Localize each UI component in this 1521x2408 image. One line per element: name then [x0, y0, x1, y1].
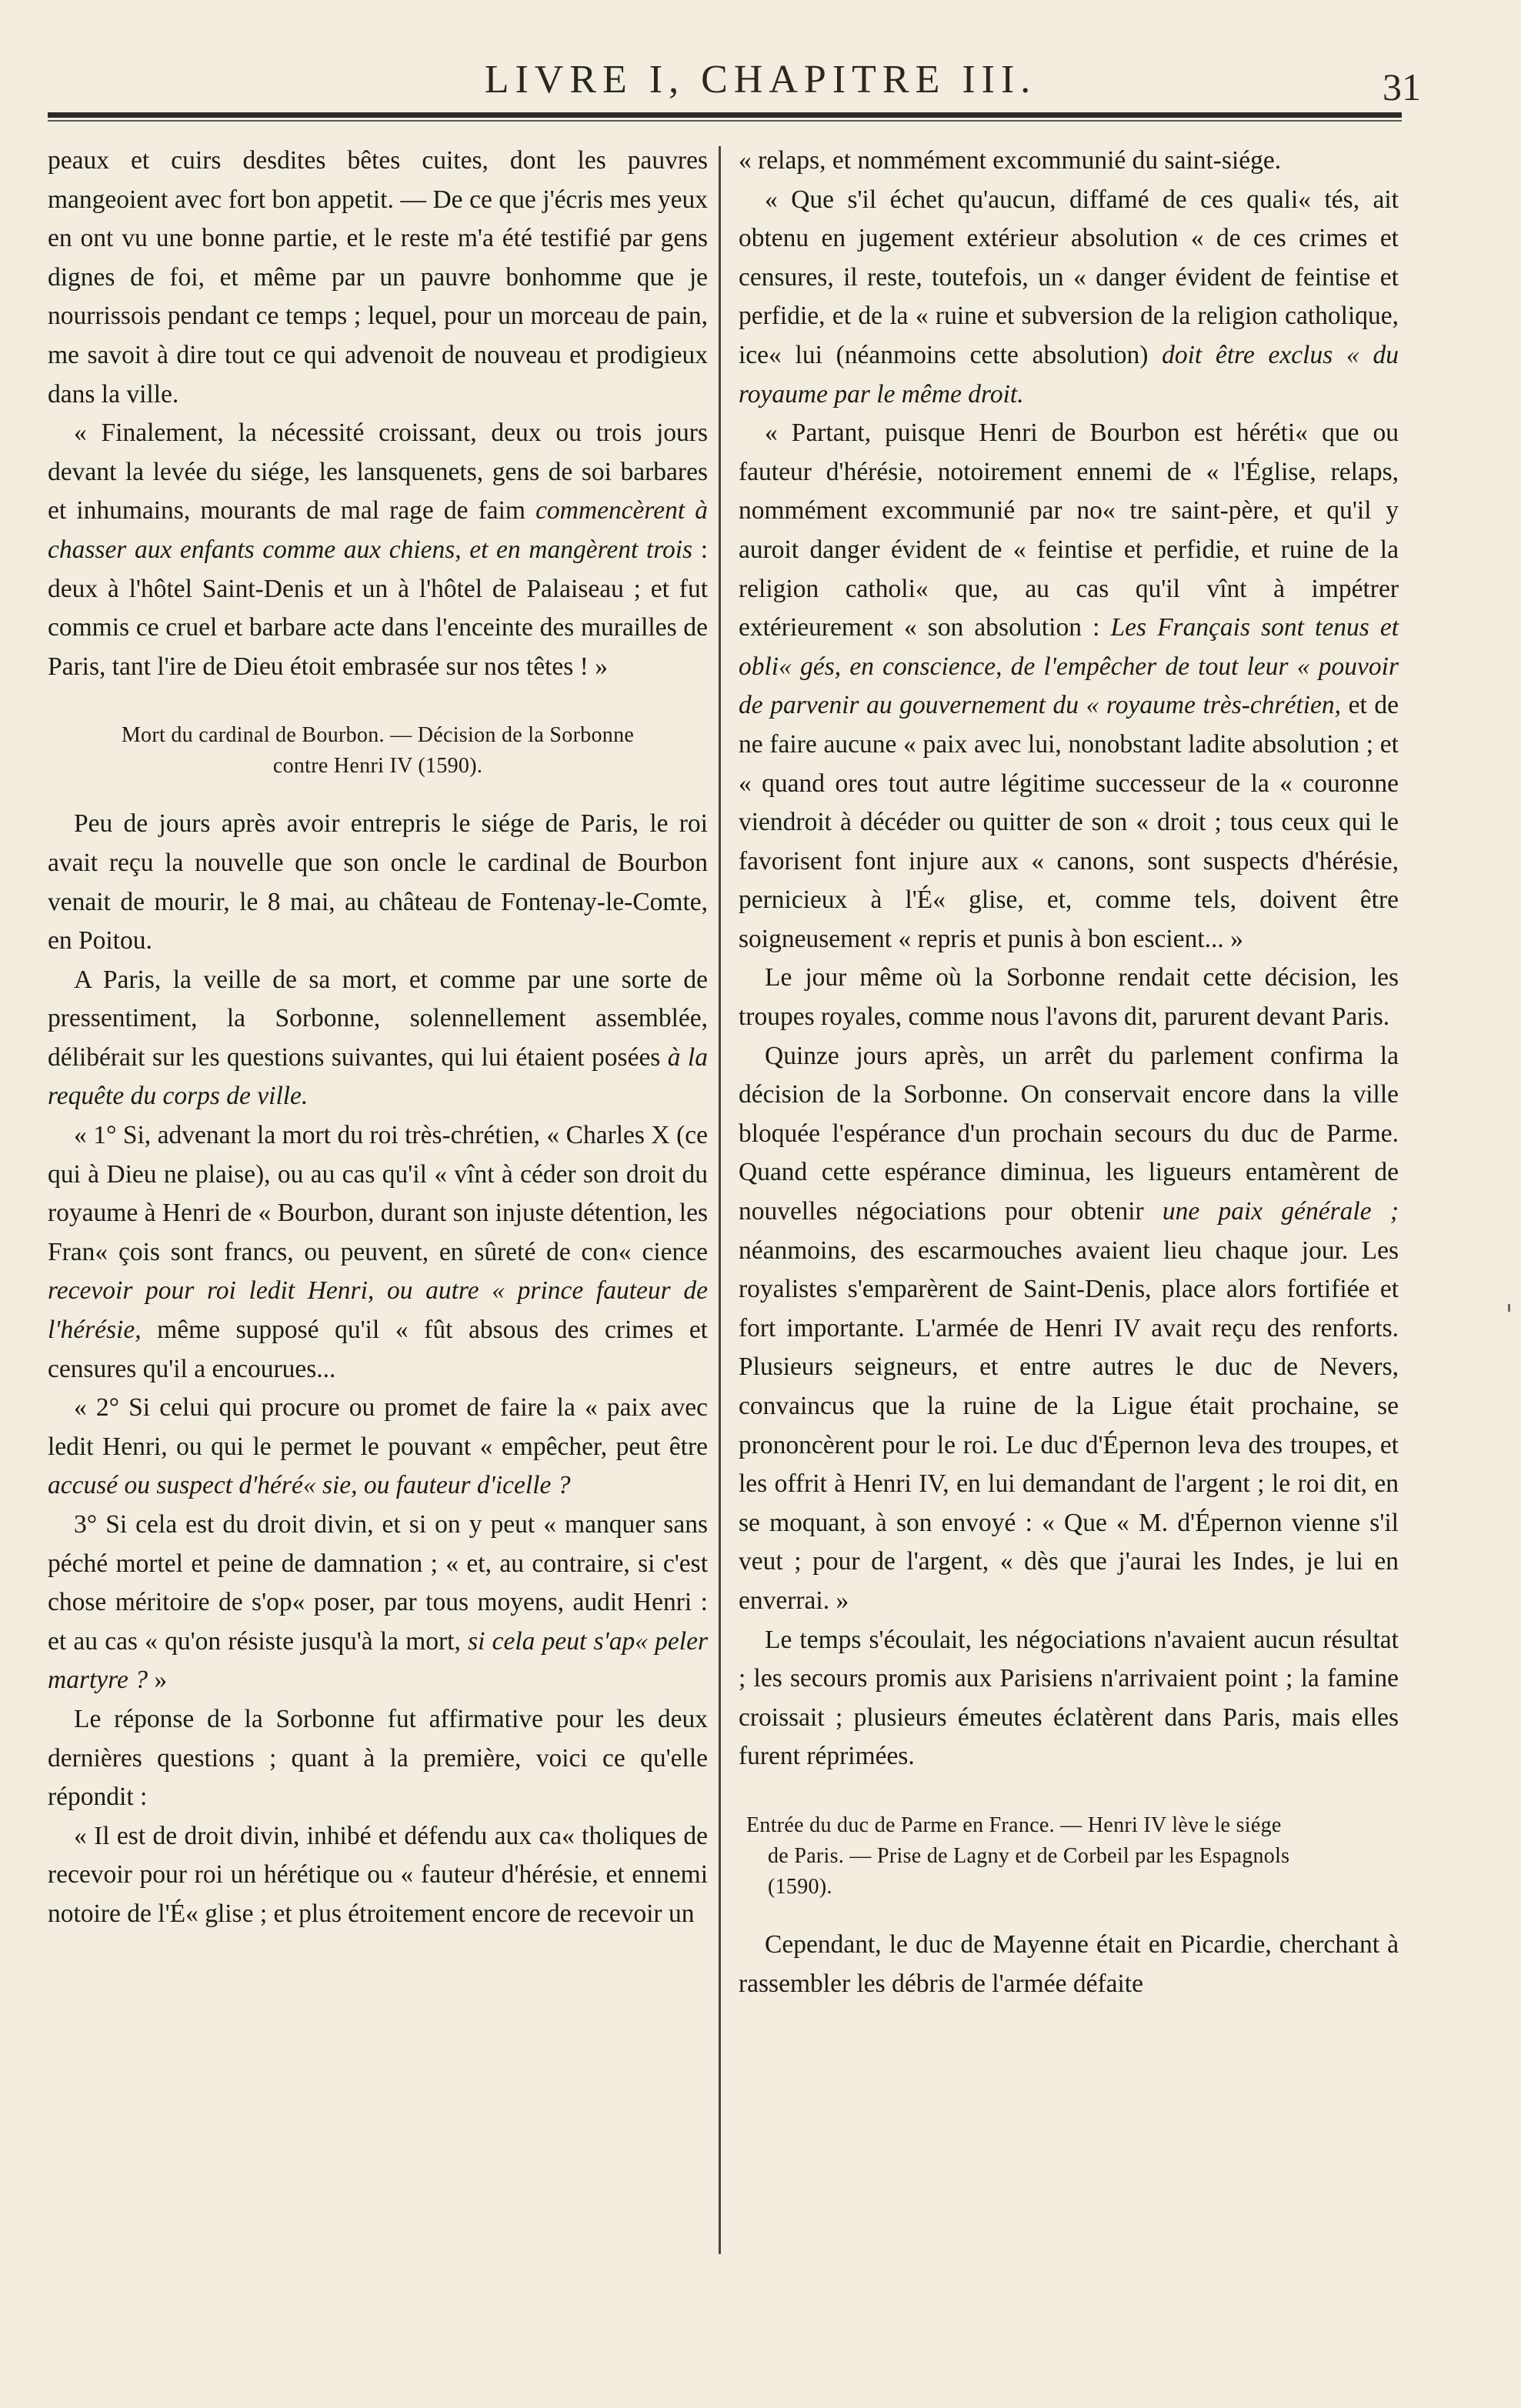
margin-mark	[1508, 1304, 1510, 1312]
header-rule	[48, 112, 1402, 118]
paragraph	[48, 1700, 708, 1817]
paragraph	[739, 181, 1399, 415]
header-rule-thin	[48, 120, 1402, 122]
text: même supposé qu'il « fût absous des crimes et censures qu'il a encourues...	[48, 1316, 708, 1383]
text: A Paris, la veille de sa mort, et comme par une sorte de pressentiment, la Sorbonne, solennellement assemblée, délibérait sur les questions suivantes, qui lui étaient posées	[48, 965, 708, 1072]
text: « relaps, et nommément excommunié du saint-siége.	[739, 146, 1282, 175]
text: 3° Si cela est du droit divin, et si on y peut « manquer sans péché mortel et peine de damnation ; « et, au contraire, si c'est chose méritoire de s'op« poser, par tous moyens, audit Henri : et au cas « qu'on résiste jusqu'à la mort,	[48, 1510, 708, 1656]
italic-text: doit être exclus « du royaume par le même droit.	[739, 340, 1399, 409]
text: Peu de jours après avoir entrepris le siége de Paris, le roi avait reçu la nouvelle que son oncle le cardinal de Bourbon venait de mourir, le 8 mai, au château de Fontenay-le-Comte, en Poitou.	[48, 809, 708, 956]
text: Le temps s'écoulait, les négociations n'avaient aucun résultat ; les secours promis aux Parisiens n'arrivaient point ; la famine croissait ; plusieurs émeutes éclatèrent dans Paris, mais elles furent réprimées.	[739, 1625, 1399, 1771]
italic-text: Les Français sont tenus et obli« gés, en conscience, de l'empêcher de tout leur « pouvoir de parvenir au gouvernement du « royaume très-chrétien,	[739, 613, 1399, 720]
text: néanmoins, des escarmouches avaient lieu chaque jour. Les royalistes s'emparèrent de Saint-Denis, place alors fortifiée et fort importante. L'armée de Henri IV avait reçu des renforts. Plusieurs seigneurs, et entre autres le duc de Nevers, convaincus que la ruine de la Ligue était prochaine, se prononcèrent pour le roi. Le duc d'Épernon leva des troupes, et les offrit à Henri IV, en lui demandant de l'argent ; le roi dit, en se moquant, à son envoyé : « Que « M. d'Épernon vienne s'il veut ; pour de l'argent, « dès que j'aurai les Indes, je lui en enverrai. »	[739, 1236, 1399, 1615]
text: Cependant, le duc de Mayenne était en Picardie, cherchant à rassembler les débris de l'armée défaite	[739, 1929, 1399, 1998]
heading-line: Mort du cardinal de Bourbon. — Décision de la Sorbonne	[121, 723, 635, 748]
column-divider	[719, 146, 721, 2254]
text: : deux à l'hôtel Saint-Denis et un à l'hôtel de Palaiseau ; et fut commis ce cruel et barbare acte dans l'enceinte des murailles de Paris, tant l'ire de Dieu étoit embrasée sur nos têtes ! »	[48, 535, 708, 681]
heading-line: (1590).	[768, 1874, 832, 1899]
text: « Partant, puisque Henri de Bourbon est héréti« que ou fauteur d'hérésie, notoirement ennemi de « l'Église, relaps, nommément excommunié par no« tre saint-père, et qu'il y auroit danger évident de « feintise et perfidie, et ruine de la religion catholi« que, au cas qu'il vînt à impétrer extérieurement « son absolution :	[739, 419, 1399, 642]
paragraph	[48, 1389, 708, 1506]
text: « 2° Si celui qui procure ou promet de faire la « paix avec ledit Henri, ou qui le permet le pouvant « empêcher, peut être	[48, 1393, 708, 1461]
running-head: LIVRE I, CHAPITRE III.	[484, 58, 1037, 102]
italic-text: recevoir pour roi ledit Henri, ou autre « prince fauteur de l'hérésie,	[48, 1276, 708, 1345]
left-column	[48, 142, 708, 1934]
paragraph	[739, 959, 1399, 1036]
text: « Finalement, la nécessité croissant, deux ou trois jours devant la levée du siége, les lansquenets, gens de soi barbares et inhumains, mourants de mal rage de faim	[48, 419, 708, 525]
italic-text: à la requête du corps de ville.	[48, 1042, 708, 1111]
paragraph	[48, 961, 708, 1116]
paragraph	[48, 142, 708, 414]
text: Le réponse de la Sorbonne fut affirmative pour les deux dernières questions ; quant à la première, voici ce qu'elle répondit :	[48, 1704, 708, 1812]
section-heading	[55, 720, 700, 782]
paragraph	[739, 1621, 1399, 1776]
paragraph	[48, 1506, 708, 1700]
italic-text: accusé ou suspect d'héré« sie, ou fauteur d'icelle ?	[48, 1471, 571, 1500]
paragraph	[48, 805, 708, 960]
text: et de ne faire aucune « paix avec lui, nonobstant ladite absolution ; et « quand ores tout autre légitime successeur de la « couronne viendroit à décéder ou quitter de son « droit ; tous ceux qui le favorisent font injure aux « canons, sont suspects d'hérésie, pernicieux à l'É« glise, et, comme tels, doivent être soigneusement « repris et punis à bon escient... »	[739, 691, 1399, 953]
text: « 1° Si, advenant la mort du roi très-chrétien, « Charles X (ce qui à Dieu ne plaise), ou au cas qu'il « vînt à céder son droit du royaume à Henri de « Bourbon, durant son injuste détention, les Fran« çois sont francs, ou peuvent, en sûreté de con« cience	[48, 1121, 708, 1266]
section-heading	[746, 1810, 1391, 1903]
heading-line: contre Henri IV (1590).	[272, 754, 483, 779]
text: peaux et cuirs desdites bêtes cuites, dont les pauvres mangeoient avec fort bon appetit. — De ce que j'écris mes yeux en ont vu une bonne partie, et le reste m'a été testifié par gens dignes de foi, et même par un pauvre bonhomme que je nourrissois pendant ce temps ; lequel, pour un morceau de pain, me savoit à dire tout ce qui advenoit de nouveau et prodigieux dans la ville.	[48, 146, 708, 409]
paragraph	[739, 1037, 1399, 1621]
heading-line: de Paris. — Prise de Lagny et de Corbeil par les Espagnols	[768, 1843, 1290, 1868]
text: « Il est de droit divin, inhibé et défendu aux ca« tholiques de recevoir pour roi un hérétique ou « fauteur d'hérésie, et ennemi notoire de l'É« glise ; et plus étroitement encore de recevoir un	[48, 1821, 708, 1928]
paragraph	[48, 414, 708, 686]
paragraph	[739, 414, 1399, 959]
right-column	[739, 142, 1399, 2003]
paragraph	[739, 142, 1399, 181]
text: Le jour même où la Sorbonne rendait cette décision, les troupes royales, comme nous l'avons dit, parurent devant Paris.	[739, 963, 1399, 1032]
italic-text: commencèrent à chasser aux enfants comme aux chiens, et en mangèrent trois	[48, 496, 708, 564]
paragraph	[48, 1116, 708, 1389]
italic-text: une paix générale ;	[1162, 1197, 1399, 1226]
heading-line: Entrée du duc de Parme en France. — Henri IV lève le siége	[746, 1813, 1282, 1837]
paragraph	[48, 1817, 708, 1934]
text: »	[147, 1666, 168, 1695]
page-number: 31	[1383, 65, 1421, 108]
text: Quinze jours après, un arrêt du parlement confirma la décision de la Sorbonne. On conservait encore dans la ville bloquée l'espérance d'un prochain secours du duc de Parme. Quand cette espérance diminua, les ligueurs entamèrent de nouvelles négociations pour obtenir	[739, 1041, 1399, 1226]
italic-text: si cela peut s'ap« peler martyre ?	[48, 1626, 708, 1695]
paragraph	[739, 1926, 1399, 2003]
text: « Que s'il échet qu'aucun, diffamé de ces quali« tés, ait obtenu en jugement extérieur absolution « de ces crimes et censures, il reste, toutefois, un « danger évident de feintise et perfidie, et de la « ruine et subversion de la religion catholique, ice« lui (néanmoins cette absolution)	[739, 185, 1399, 369]
